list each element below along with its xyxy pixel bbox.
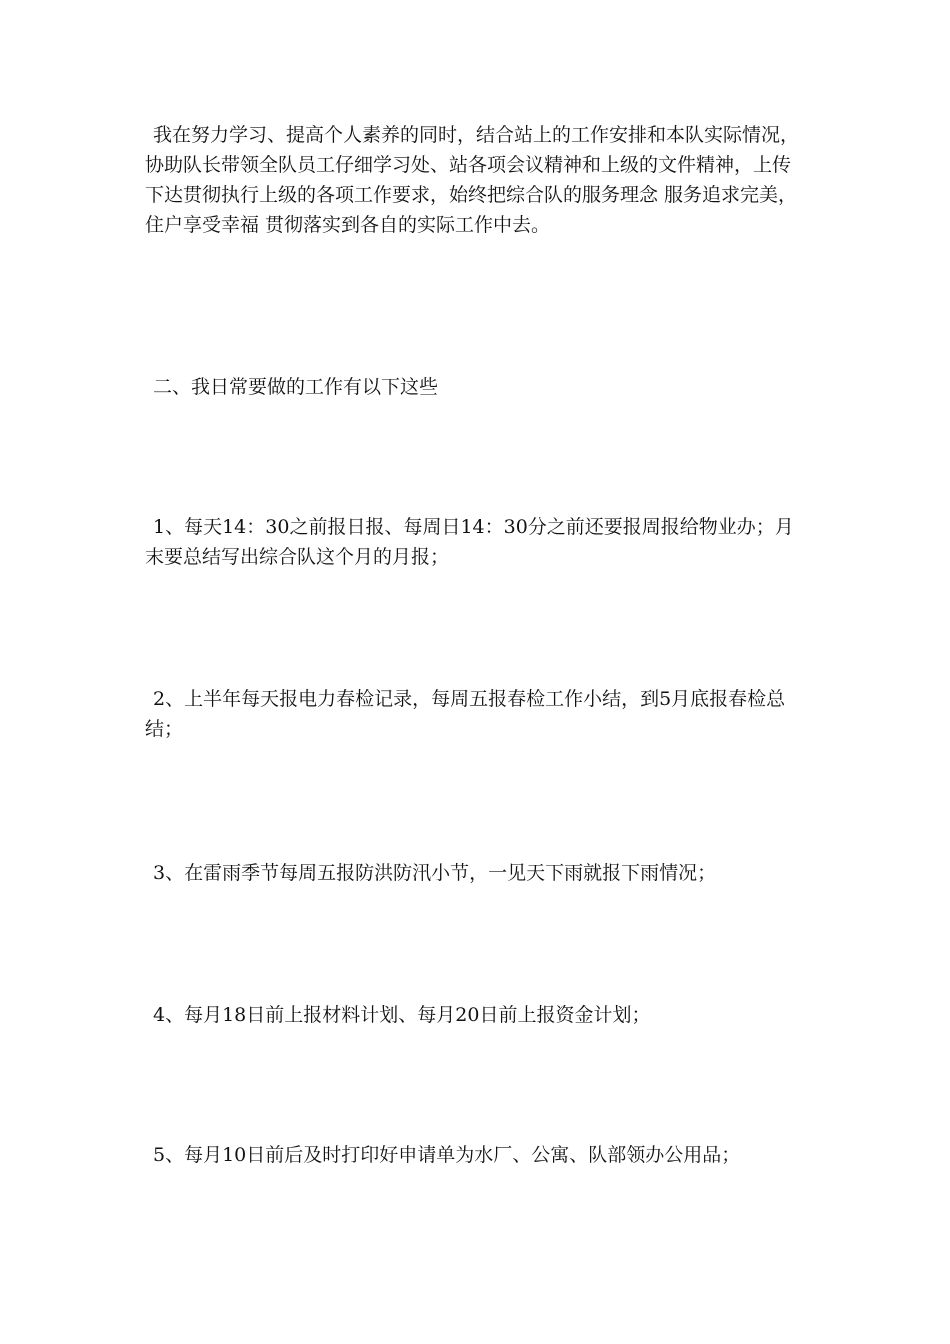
intro-paragraph: 我在努力学习、提高个人素养的同时，结合站上的工作安排和本队实际情况，协助队长带领全队员工仔细学习处、站各项会议精神和上级的文件精神，上传下达贯彻执行上级的各项工作要求，始终把综合队的服务理念 服务追求完美，住户享受幸福 贯彻落实到各自的实际工作中去。: [145, 124, 800, 236]
list-item: 4、每月18日前上报材料计划、每月20日前上报资金计划；: [153, 1004, 651, 1026]
list-item: 5、每月10日前后及时打印好申请单为水厂、公寓、队部领办公用品；: [153, 1144, 741, 1166]
section-heading: 二、我日常要做的工作有以下这些: [153, 376, 439, 398]
list-item: 3、在雷雨季节每周五报防洪防汛小节，一见天下雨就报下雨情况；: [153, 862, 717, 884]
list-item: 2、上半年每天报电力春检记录，每周五报春检工作小结，到5月底报春检总结；: [145, 688, 786, 740]
list-item: 1、每天14：30之前报日报、每周日14：30分之前还要报周报给物业办；月末要总结写出综合队这个月的月报；: [145, 516, 794, 568]
